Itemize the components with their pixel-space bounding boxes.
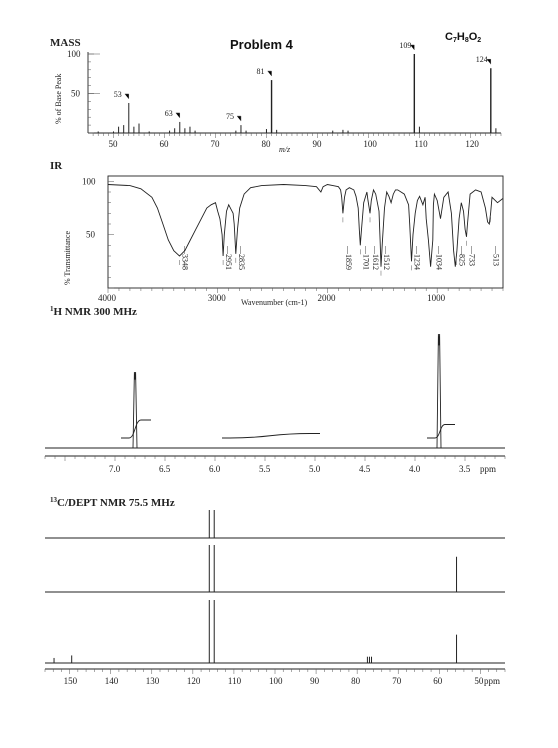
mass-peak-label-hook <box>268 71 272 76</box>
hnmr-section-label: $^1$H NMR 300 MHz <box>50 305 137 318</box>
mass-peak-label: 75 <box>225 112 234 122</box>
mass-spectrum <box>67 41 501 149</box>
mass-x-tick-label: 50 <box>108 139 118 149</box>
ir-spectrum <box>82 176 503 303</box>
ir-peak-annotation: —1701 <box>361 246 371 270</box>
cnmr-x-tick-label: 100 <box>269 676 283 686</box>
mass-x-label: m/z <box>279 145 291 154</box>
hnmr-x-tick-label: 5.5 <box>259 464 271 474</box>
cnmr-x-tick-label: 80 <box>351 676 361 686</box>
ir-y-label: % Transmittance <box>63 231 72 285</box>
cnmr-section-label: $^{13}$C/DEPT NMR 75.5 MHz <box>50 496 175 509</box>
ir-peak-annotation: —513 <box>491 246 501 266</box>
hnmr-x-tick-label: 4.0 <box>409 464 421 474</box>
hnmr-x-unit: ppm <box>480 464 497 474</box>
cnmr-x-tick-label: 140 <box>104 676 119 686</box>
hnmr-x-tick-label: 5.0 <box>309 464 321 474</box>
ir-peak-annotation: —2835 <box>236 246 246 270</box>
cnmr-x-tick-label: 110 <box>227 676 242 686</box>
cnmr-x-tick-label: 90 <box>310 676 320 686</box>
ir-peak-annotation: —1859 <box>343 246 353 270</box>
mass-peak-label: 53 <box>113 89 122 99</box>
mass-x-tick-label: 120 <box>465 139 479 149</box>
mass-peak-label-hook <box>237 116 241 121</box>
mass-peak-label: 124 <box>475 55 488 65</box>
mass-peak-label-hook <box>176 113 180 118</box>
cnmr-x-tick-label: 150 <box>63 676 78 686</box>
hnmr-spectrum <box>45 334 505 474</box>
mass-peak-label: 81 <box>256 67 265 77</box>
problem-title: Problem 4 <box>230 37 293 52</box>
ir-plot-frame <box>108 176 503 288</box>
ir-peak-annotation: —3348 <box>180 246 190 270</box>
cnmr-x-tick-label: 70 <box>392 676 402 686</box>
mass-peak-label: 109 <box>399 41 412 50</box>
ir-x-label: Wavenumber (cm-1) <box>241 298 308 307</box>
hnmr-x-tick-label: 3.5 <box>459 464 471 474</box>
ir-peak-annotation: —1512 <box>381 246 391 270</box>
mass-peak-label-hook <box>125 94 129 99</box>
ir-peak-annotation: —2951 <box>224 246 234 270</box>
hnmr-x-tick-label: 6.0 <box>209 464 221 474</box>
ir-peak-annotation: —825 <box>457 246 467 266</box>
mass-y-tick-label: 100 <box>67 49 81 59</box>
mass-section-label: MASS <box>50 37 81 49</box>
cnmr-x-unit: ppm <box>484 676 501 686</box>
ir-peak-annotation: —733 <box>467 246 477 266</box>
mass-x-tick-label: 90 <box>312 139 322 149</box>
hnmr-integral-curve <box>222 434 320 439</box>
ir-x-tick-label: 4000 <box>98 293 116 303</box>
ir-x-tick-label: 1000 <box>427 293 446 303</box>
molecular-formula: C7H8O2 <box>445 31 482 44</box>
ir-section-label: IR <box>50 160 63 172</box>
mass-peak-label: 63 <box>164 108 173 118</box>
hnmr-x-tick-label: 6.5 <box>159 464 171 474</box>
ir-y-tick-label: 100 <box>82 176 96 187</box>
hnmr-integral-curve <box>121 420 151 438</box>
cnmr-x-tick-label: 120 <box>186 676 201 686</box>
hnmr-x-tick-label: 4.5 <box>359 464 371 474</box>
ir-x-tick-label: 2000 <box>317 293 336 303</box>
mass-x-tick-label: 110 <box>414 139 428 149</box>
ir-x-tick-label: 3000 <box>207 293 226 303</box>
mass-x-tick-label: 100 <box>363 139 377 149</box>
mass-x-tick-label: 70 <box>210 139 220 149</box>
mass-y-tick-label: 50 <box>71 88 80 99</box>
ir-y-tick-label: 50 <box>86 229 95 240</box>
mass-x-tick-label: 80 <box>261 139 271 149</box>
hnmr-peak <box>133 372 137 448</box>
ir-peak-annotation: —1034 <box>434 246 444 270</box>
ir-peak-annotation: —1612 <box>371 246 381 270</box>
cnmr-x-tick-label: 60 <box>433 676 443 686</box>
mass-x-tick-label: 60 <box>159 139 169 149</box>
mass-y-label: % of Base Peak <box>54 73 63 124</box>
cnmr-spectra <box>45 510 505 686</box>
cnmr-x-tick-label: 50 <box>474 676 484 686</box>
cnmr-x-tick-label: 130 <box>145 676 160 686</box>
hnmr-x-tick-label: 7.0 <box>109 464 121 474</box>
ir-peak-annotation: —1234 <box>412 246 422 270</box>
